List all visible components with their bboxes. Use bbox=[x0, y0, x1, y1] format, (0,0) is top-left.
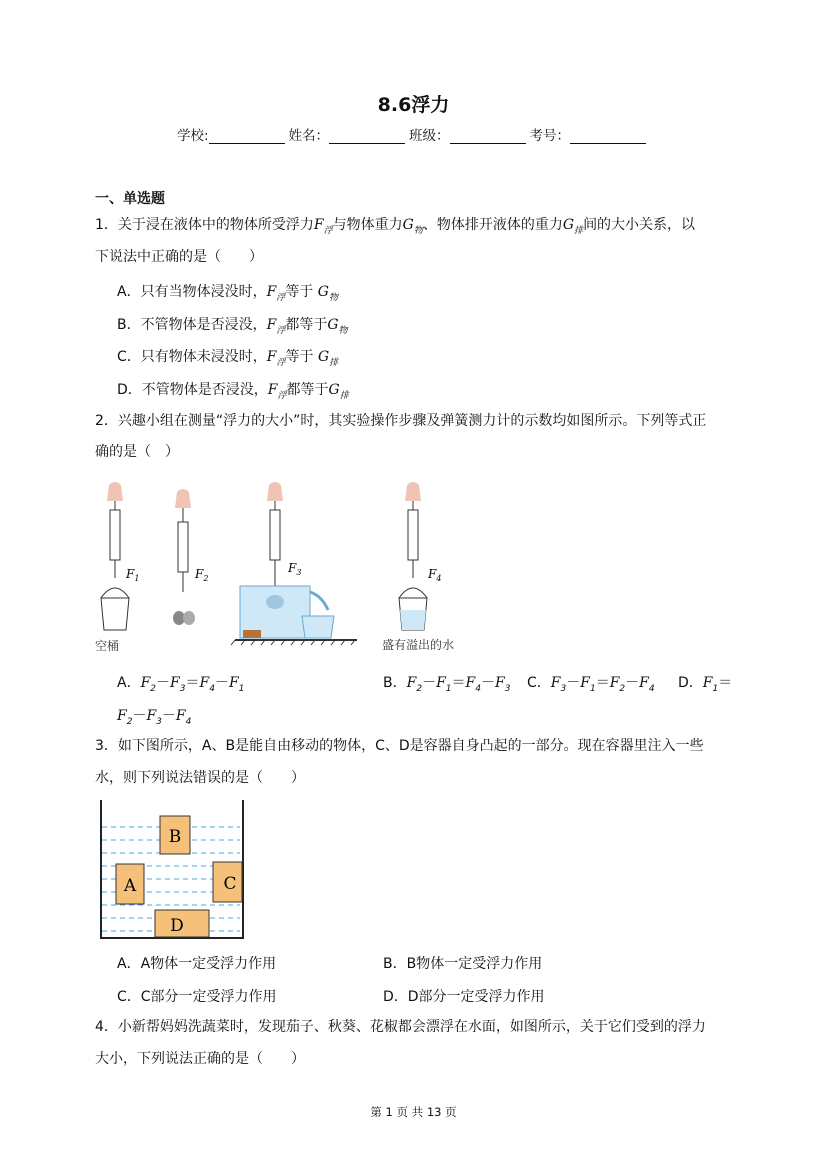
school-blank[interactable] bbox=[209, 129, 285, 144]
stage-immersed bbox=[231, 482, 357, 645]
q3-option-c[interactable]: C．C部分一定受浮力作用 bbox=[117, 989, 277, 1005]
q3-option-d[interactable]: D．D部分一定受浮力作用 bbox=[383, 989, 545, 1005]
page-footer: 第 1 页 共 13 页 bbox=[370, 1105, 457, 1119]
q2-stem-line1: 2．兴趣小组在测量“浮力的大小”时，其实验操作步骤及弹簧测力计的示数均如图所示。下列等式正 bbox=[95, 413, 707, 429]
q3-option-a[interactable]: A．A物体一定受浮力作用 bbox=[117, 956, 277, 972]
svg-text:D: D bbox=[170, 916, 184, 936]
q1-option-a[interactable]: A．只有当物体浸没时，$F_浮$等于 $G_物$ bbox=[117, 284, 338, 303]
svg-text:A: A bbox=[123, 876, 137, 896]
q1-stem-line1: 1．关于浸在液体中的物体所受浮力$F_浮$与物体重力$G_物$、物体排开液体的重力$G_排$间的大小关系，以 bbox=[95, 217, 696, 236]
stage-object bbox=[173, 489, 208, 625]
q2-option-a[interactable]: A．$F_2-F_3=F_4-F_1$ bbox=[117, 675, 245, 694]
svg-text:C: C bbox=[223, 874, 237, 894]
container-figure bbox=[98, 798, 248, 943]
stage-bucket-water bbox=[399, 482, 441, 630]
spring-scale-icon bbox=[178, 522, 188, 572]
q3-stem-line1: 3．如下图所示，A、B是能自由移动的物体，C、D是容器自身凸起的一部分。现在容器里注入一些 bbox=[95, 738, 704, 754]
spring-scale-icon bbox=[270, 510, 280, 560]
student-info-line bbox=[0, 124, 827, 144]
hand-icon bbox=[175, 489, 191, 508]
small-beaker-icon bbox=[302, 616, 334, 638]
page-title: 8.6浮力 bbox=[377, 94, 450, 116]
block-icon bbox=[243, 630, 261, 638]
bucket-water-icon bbox=[400, 610, 426, 630]
exam-no-blank[interactable] bbox=[570, 129, 646, 144]
spring-scale-icon bbox=[110, 510, 120, 560]
bucket-icon bbox=[101, 598, 129, 630]
hand-icon bbox=[107, 482, 123, 501]
stage-empty-bucket bbox=[95, 482, 139, 653]
class-blank[interactable] bbox=[450, 129, 526, 144]
q1-option-d[interactable]: D．不管物体是否浸没，$F_浮$都等于$G_排$ bbox=[117, 382, 349, 401]
q2-option-d[interactable]: D．$F_1=$ bbox=[678, 675, 733, 694]
hand-icon bbox=[267, 482, 283, 501]
exam-no-label: 考号： bbox=[529, 128, 571, 144]
name-label: 姓名： bbox=[288, 128, 330, 144]
svg-text:B: B bbox=[168, 827, 182, 847]
hand-icon bbox=[405, 482, 421, 501]
section-heading: 一、单选题 bbox=[95, 191, 165, 207]
f3-label: $F_3$ bbox=[288, 561, 302, 577]
f2-label: $F_2$ bbox=[195, 567, 209, 583]
q2-option-d-cont[interactable]: $F_2-F_3-F_4$ bbox=[117, 708, 192, 727]
f4-label: $F_4$ bbox=[428, 567, 442, 583]
f1-label: $F_1$ bbox=[126, 567, 140, 583]
q3-stem-line2: 水，则下列说法错误的是（ ） bbox=[95, 770, 305, 786]
spring-scale-icon bbox=[408, 510, 418, 560]
q2-stem-line2: 确的是（ ） bbox=[95, 444, 179, 460]
name-blank[interactable] bbox=[329, 129, 405, 144]
class-label: 班级： bbox=[409, 128, 450, 144]
school-label: 学校: bbox=[176, 128, 209, 144]
q4-stem-line2: 大小，下列说法正确的是（ ） bbox=[95, 1051, 305, 1067]
q3-option-b[interactable]: B．B物体一定受浮力作用 bbox=[383, 956, 543, 972]
q1-option-c[interactable]: C．只有物体未浸没时，$F_浮$等于 $G_排$ bbox=[117, 349, 339, 368]
overflow-water-label: 盛有溢出的水 bbox=[382, 638, 455, 652]
empty-bucket-label: 空桶 bbox=[95, 639, 120, 653]
q2-option-c[interactable]: C．$F_3-F_1=F_2-F_4$ bbox=[527, 675, 655, 694]
q2-option-b[interactable]: B．$F_2-F_1=F_4-F_3$ bbox=[383, 675, 511, 694]
q1-stem-line2: 下说法中正确的是（ ） bbox=[95, 249, 263, 265]
q1-option-b[interactable]: B．不管物体是否浸没，$F_浮$都等于$G_物$ bbox=[117, 317, 348, 336]
q4-stem-line1: 4．小新帮妈妈洗蔬菜时，发现茄子、秋葵、花椒都会漂浮在水面，如图所示，关于它们受到的浮力 bbox=[95, 1019, 706, 1035]
